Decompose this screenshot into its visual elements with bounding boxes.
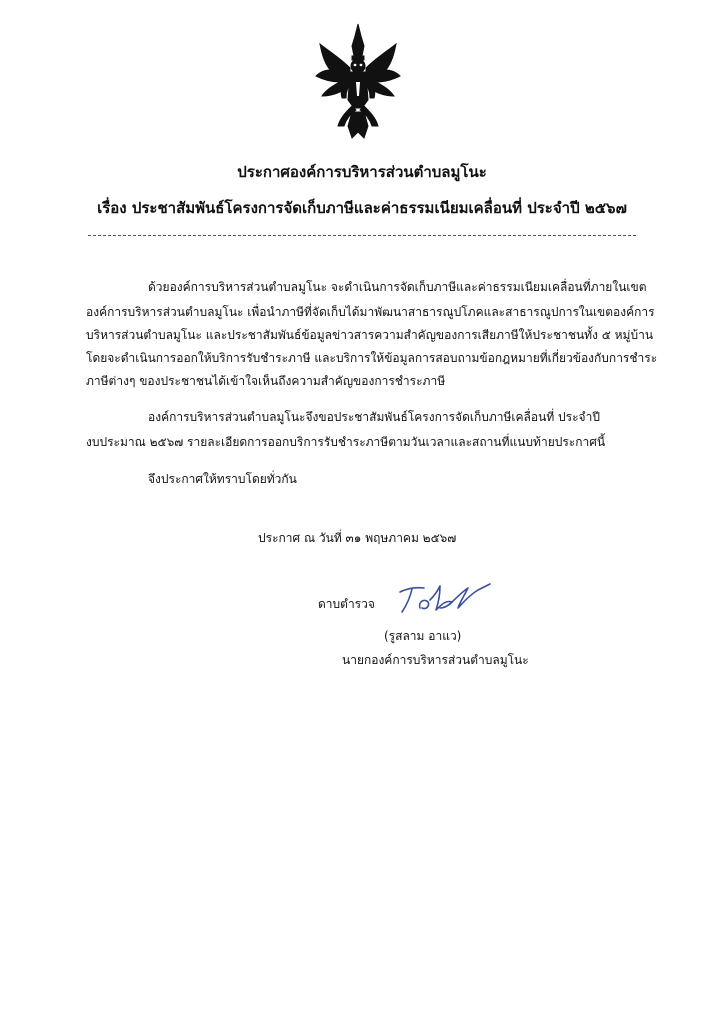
signer-name: (รูสลาม อาแว): [384, 629, 462, 643]
closing-statement: จึงประกาศให้ทราบโดยทั่วกัน: [148, 472, 297, 486]
paragraph-2-line-1: องค์การบริหารส่วนตำบลมูโนะจึงขอประชาสัมพันธ์โครงการจัดเก็บภาษีเคลื่อนที่ ประจำปี: [148, 410, 600, 424]
paragraph-2-line-2: งบประมาณ ๒๕๖๗ รายละเอียดการออกบริการรับชำระภาษีตามวันเวลาและสถานที่แนบท้ายประกาศนี้: [86, 435, 606, 449]
handwritten-signature: [394, 578, 492, 618]
paragraph-1-line-3: บริหารส่วนตำบลมูโนะ และประชาสัมพันธ์ข้อมูลข่าวสารความสำคัญของการเสียภาษีให้ประชาชนทั้ง ๕ หมู่บ้าน: [86, 328, 654, 342]
signer-position: นายกองค์การบริหารส่วนตำบลมูโนะ: [342, 653, 529, 667]
paragraph-1-line-5: ภาษีต่างๆ ของประชาชนได้เข้าใจเห็นถึงความสำคัญของการชำระภาษี: [86, 374, 446, 388]
announcement-title: ประกาศองค์การบริหารส่วนตำบลมูโนะ: [237, 163, 487, 181]
paragraph-1-line-2: องค์การบริหารส่วนตำบลมูโนะ เพื่อนำภาษีที่จัดเก็บได้มาพัฒนาสาธารณูปโภคและสาธารณูปการในเขตองค์การ: [86, 305, 655, 319]
paragraph-1-line-4: โดยจะดำเนินการออกให้บริการรับชำระภาษี และบริการให้ข้อมูลการสอบถามข้อกฎหมายที่เกี่ยวข้องกับการชำระ: [86, 351, 658, 365]
announcement-date: ประกาศ ณ วันที่ ๓๑ พฤษภาคม ๒๕๖๗: [258, 531, 457, 545]
dashed-divider: [88, 235, 636, 236]
paragraph-1-line-1: ด้วยองค์การบริหารส่วนตำบลมูโนะ จะดำเนินการจัดเก็บภาษีและค่าธรรมเนียมเคลื่อนที่ภายในเขต: [148, 280, 647, 294]
signer-rank: ดาบตำรวจ: [318, 597, 375, 611]
announcement-subject: เรื่อง ประชาสัมพันธ์โครงการจัดเก็บภาษีและค่าธรรมเนียมเคลื่อนที่ ประจำปี ๒๕๖๗: [97, 199, 627, 217]
garuda-emblem: [312, 22, 404, 142]
